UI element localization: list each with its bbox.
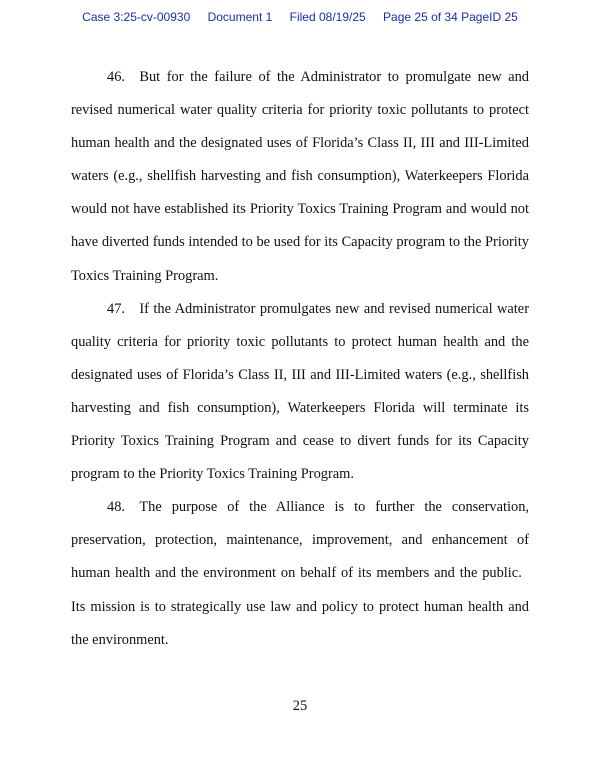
paragraph-48: 48. The purpose of the Alliance is to further the conservation, preservation, protection, maintenance, improvement, and enhancement of human health and the environment on behalf of its members and the public. Its mission is to strategically use law and policy to protect human health and the environment.: [71, 499, 529, 648]
document-number: Document 1: [207, 10, 273, 24]
page-number: 25: [292, 698, 308, 714]
ecf-filing-header: [0, 10, 600, 24]
paragraph-47: 47. If the Administrator promulgates new and revised numerical water quality criteria for priority toxic pollutants to protect human health and the designated uses of Florida’s Class II, III and III-Limited waters (e.g., shellfish harvesting and fish consumption), Waterkeepers Florida will terminate its Priority Toxics Training Program and cease to divert funds for its Capacity program to the Priority Toxics Training Program.: [71, 300, 529, 483]
case-number: Case 3:25-cv-00930: [82, 10, 191, 24]
paragraph-46: 46. But for the failure of the Administrator to promulgate new and revised numerical water quality criteria for priority toxic pollutants to protect human health and the designated uses of Florida’s Class II, III and III-Limited waters (e.g., shellfish harvesting and fish consumption), Waterkeepers Florida would not have established its Priority Toxics Training Program and would not have diverted funds intended to be used for its Capacity program to the Priority Toxics Training Program.: [71, 69, 529, 284]
document-body: [71, 61, 529, 657]
page-id: Page 25 of 34 PageID 25: [383, 10, 518, 24]
filed-date: Filed 08/19/25: [289, 10, 366, 24]
